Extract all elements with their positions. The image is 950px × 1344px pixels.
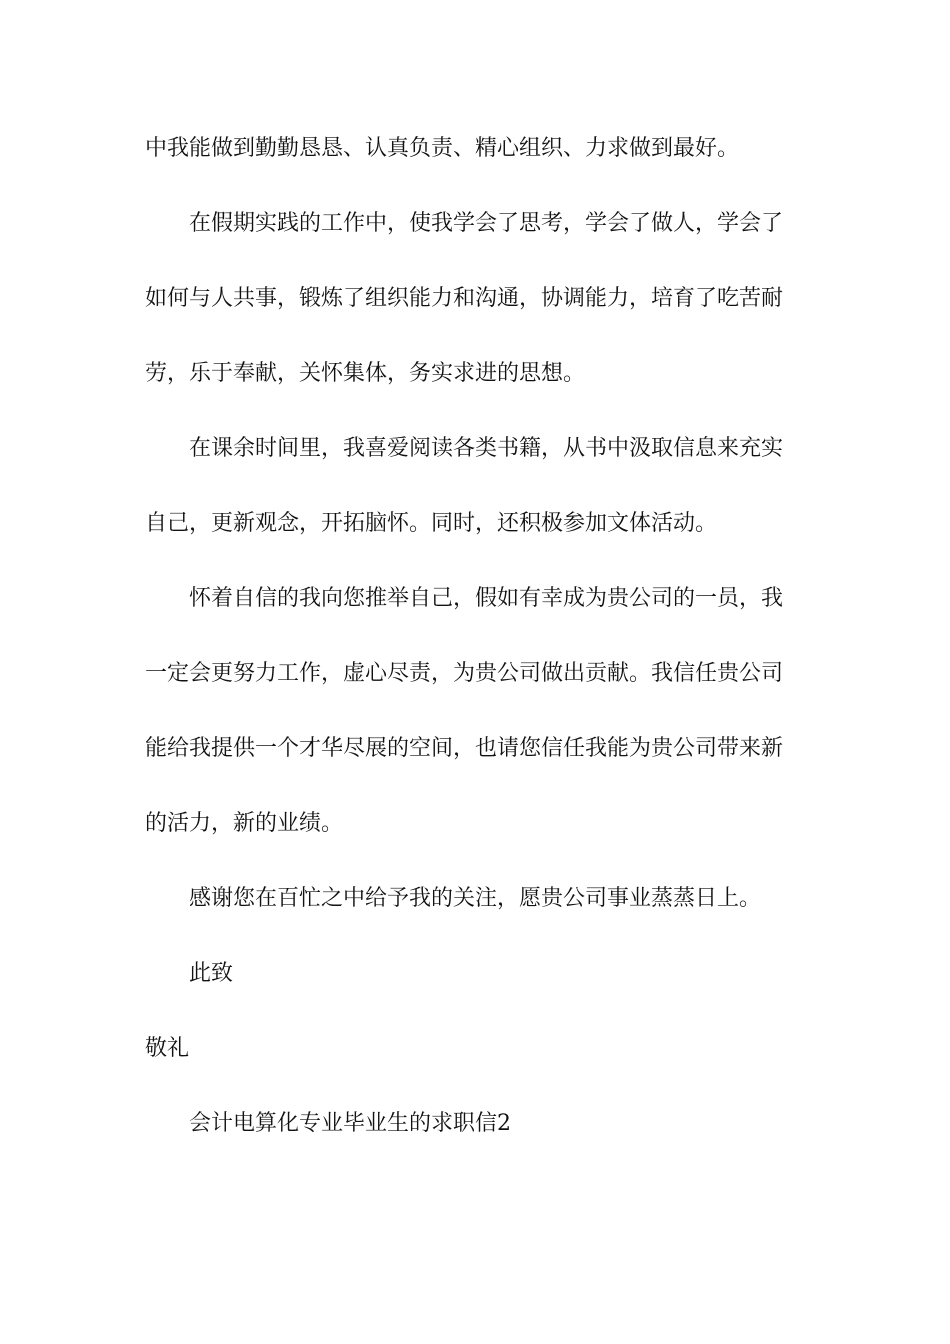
text-line: 能给我提供一个才华尽展的空间，也请您信任我能为贵公司带来新 xyxy=(145,736,784,761)
salutation-jing-li: 敬礼 xyxy=(145,1036,190,1061)
paragraph-start: 怀着自信的我向您推举自己，假如有幸成为贵公司的一员，我 xyxy=(189,586,784,611)
salutation-ci-zhi: 此致 xyxy=(189,961,234,986)
text-line: 如何与人共事，锻炼了组织能力和沟通，协调能力，培育了吃苦耐 xyxy=(145,286,784,311)
text-line: 劳，乐于奉献，关怀集体，务实求进的思想。 xyxy=(145,361,586,386)
paragraph-start: 在假期实践的工作中，使我学会了思考，学会了做人，学会了 xyxy=(189,211,784,236)
closing-wish: 感谢您在百忙之中给予我的关注，愿贵公司事业蒸蒸日上。 xyxy=(189,886,762,911)
text-line: 一定会更努力工作，虚心尽责，为贵公司做出贡献。我信任贵公司 xyxy=(145,661,784,686)
section-heading: 会计电算化专业毕业生的求职信2 xyxy=(189,1111,511,1136)
text-line: 自己，更新观念，开拓脑怀。同时，还积极参加文体活动。 xyxy=(145,511,718,536)
text-line: 的活力，新的业绩。 xyxy=(145,811,344,836)
text-line: 中我能做到勤勤恳恳、认真负责、精心组织、力求做到最好。 xyxy=(145,136,740,161)
paragraph-start: 在课余时间里，我喜爱阅读各类书籍，从书中汲取信息来充实 xyxy=(189,436,784,461)
